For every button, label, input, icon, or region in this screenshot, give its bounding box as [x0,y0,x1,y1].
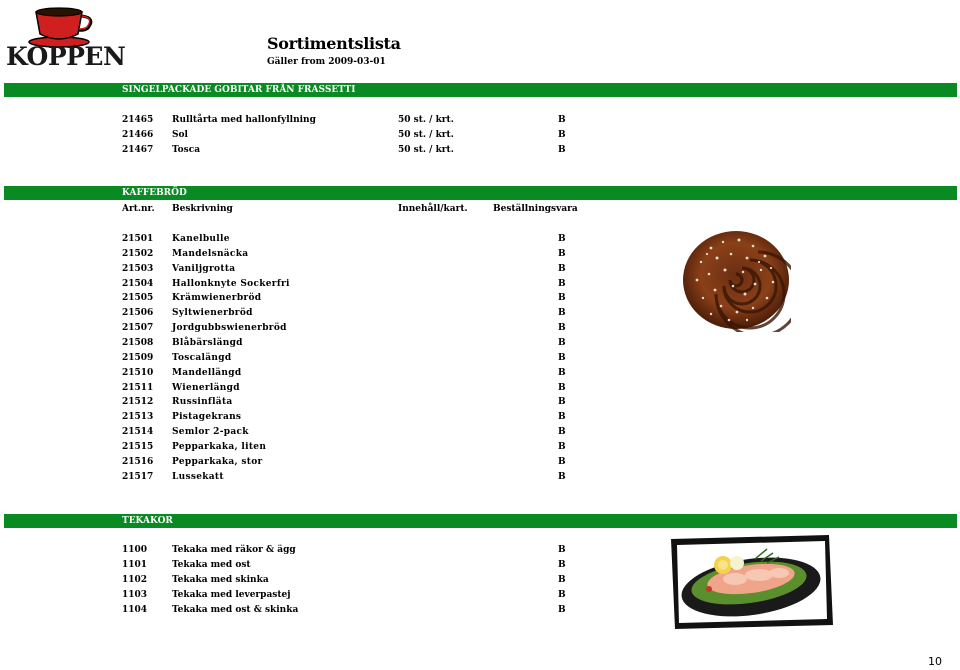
order-code: B [558,293,566,304]
table-row [0,381,960,395]
order-code: B [558,382,566,393]
art-number: 21503 [122,263,154,274]
col-qty: Innehåll/kart. [398,204,468,214]
order-code: B [558,397,566,408]
description: Lussekatt [172,471,224,482]
order-code: B [558,427,566,438]
description: Mandellängd [172,367,242,378]
description: Kanelbulle [172,234,230,244]
description: Tekaka med skinka [172,575,269,585]
order-code: B [558,367,566,378]
order-code: B [558,471,566,482]
art-number: 21501 [122,234,154,244]
description: Jordgubbswienerbröd [172,323,287,334]
kaffebrod-column-header [0,202,960,216]
art-number: 1102 [122,575,148,585]
description: Mandelsnäcka [172,248,249,259]
art-number: 21508 [122,337,154,348]
description: Vaniljgrotta [172,263,236,274]
art-number: 1100 [122,545,148,555]
koppen-logo [4,2,126,71]
order-code: B [558,130,566,140]
table-row [0,128,960,142]
table-row [0,455,960,469]
table-row [0,470,960,484]
order-code: B [558,337,566,348]
order-code: B [558,248,566,259]
description: Tosca [172,145,201,155]
description: Syltwienerbröd [172,308,253,319]
table-row [0,143,960,157]
table-row [0,232,960,246]
order-code: B [558,115,566,125]
art-number: 1101 [122,560,148,570]
art-number: 21517 [122,471,154,482]
page-number: 10 [928,655,942,668]
description: Pepparkaka, stor [172,456,263,467]
description: Sol [172,130,188,140]
section-heading-tekakor: TEKAKOR [4,514,957,528]
table-row [0,425,960,439]
col-art: Art.nr. [122,204,155,214]
table-row [0,410,960,424]
art-number: 21505 [122,293,154,304]
description: Tekaka med ost & skinka [172,605,299,615]
description: Toscalängd [172,352,232,363]
order-code: B [558,323,566,334]
table-row [0,291,960,305]
table-row [0,336,960,350]
art-number: 21506 [122,308,154,319]
description: Pepparkaka, liten [172,441,267,452]
order-code: B [558,278,566,289]
description: Pistagekrans [172,412,242,423]
order-code: B [558,545,566,555]
art-number: 21502 [122,248,154,259]
art-number: 21466 [122,130,154,140]
page-subtitle: Gäller from 2009-03-01 [267,57,386,67]
art-number: 21512 [122,397,154,408]
art-number: 21467 [122,145,154,155]
table-row [0,247,960,261]
order-code: B [558,263,566,274]
description: Krämwienerbröd [172,293,262,304]
art-number: 1103 [122,590,148,600]
table-row [0,113,960,127]
cinnamon-bun-image [681,228,791,332]
art-number: 1104 [122,605,148,615]
order-code: B [558,441,566,452]
art-number: 21504 [122,278,154,289]
art-number: 21516 [122,456,154,467]
col-desc: Beskrivning [172,204,233,214]
art-number: 21510 [122,367,154,378]
description: Tekaka med leverpastej [172,590,291,600]
order-code: B [558,234,566,244]
order-code: B [558,352,566,363]
table-row [0,366,960,380]
order-code: B [558,605,566,615]
table-row [0,321,960,335]
description: Wienerlängd [172,382,240,393]
description: Hallonknyte Sockerfri [172,278,290,289]
description: Blåbärslängd [172,337,243,348]
shrimp-sandwich-image [669,535,834,629]
order-code: B [558,412,566,423]
description: Tekaka med ost [172,560,251,570]
order-code: B [558,308,566,319]
table-row [0,277,960,291]
table-row [0,395,960,409]
section-heading-kaffebrod: KAFFEBRÖD [4,186,957,200]
description: Rulltårta med hallonfyllning [172,115,316,125]
art-number: 21465 [122,115,154,125]
description: Semlor 2-pack [172,427,249,438]
col-code: Beställningsvara [493,204,578,214]
quantity: 50 st. / krt. [398,145,454,155]
order-code: B [558,590,566,600]
logo-wordmark: KOPPEN [6,42,126,71]
order-code: B [558,456,566,467]
art-number: 21513 [122,412,154,423]
table-row [0,262,960,276]
order-code: B [558,145,566,155]
table-row [0,351,960,365]
page-title: Sortimentslista [267,34,401,53]
art-number: 21511 [122,382,154,393]
quantity: 50 st. / krt. [398,115,454,125]
order-code: B [558,575,566,585]
art-number: 21514 [122,427,154,438]
quantity: 50 st. / krt. [398,130,454,140]
description: Tekaka med räkor & ägg [172,545,296,555]
table-row [0,440,960,454]
description: Russinfläta [172,397,233,408]
order-code: B [558,560,566,570]
art-number: 21507 [122,323,154,334]
section-heading-singel: SINGELPACKADE GOBITAR FRÅN FRASSETTI [4,83,957,97]
art-number: 21509 [122,352,154,363]
table-row [0,306,960,320]
art-number: 21515 [122,441,154,452]
